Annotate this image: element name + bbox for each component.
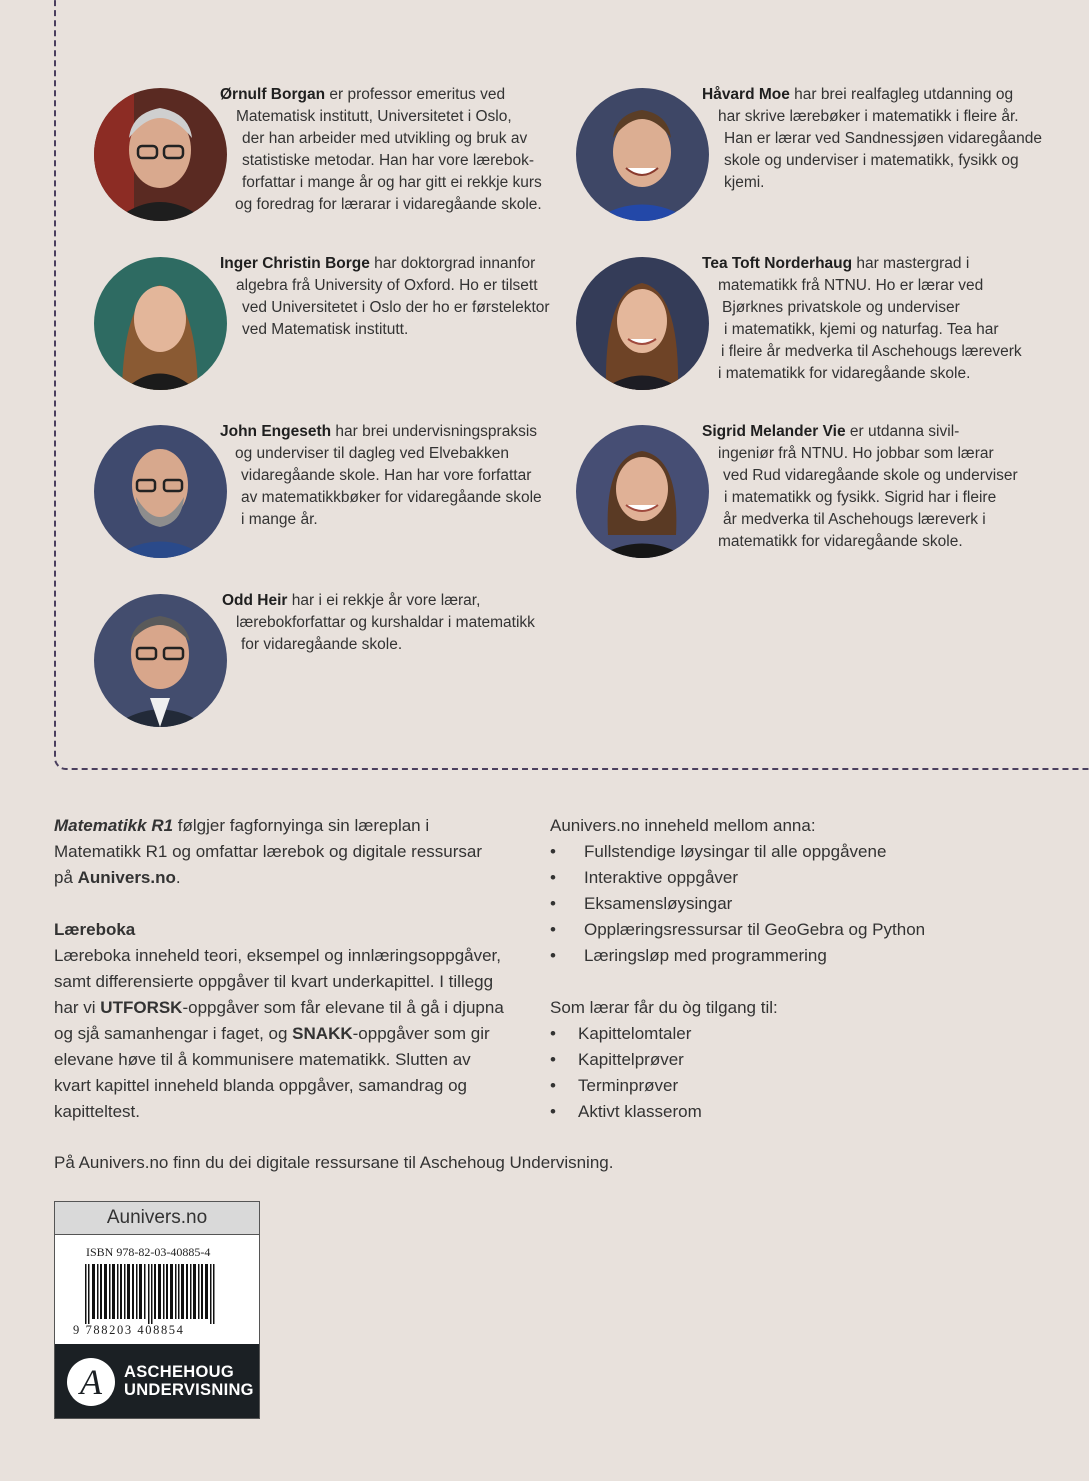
- author-name: Håvard Moe: [702, 86, 790, 103]
- list-item-text: Opplæringsressursar til GeoGebra og Python: [584, 920, 926, 939]
- list-item: [550, 1047, 1050, 1073]
- list-item-text: Terminprøver: [578, 1076, 679, 1095]
- bio-line: Matematisk institutt, Universitetet i Oslo,: [236, 108, 512, 125]
- teacher-section: [550, 995, 1050, 1125]
- bullet-icon: •: [550, 1024, 556, 1043]
- bio-line: statistiske metodar. Han har vore lærebok-: [242, 152, 535, 169]
- author-photo-moe: [576, 88, 709, 221]
- list-item-text: Læringsløp med programmering: [584, 946, 827, 965]
- publisher-logo: [55, 1344, 259, 1418]
- bio-line: ingeniør frå NTNU. Ho jobbar som lærar: [718, 445, 994, 462]
- footer-text: På Aunivers.no finn du dei digitale ressursane til Aschehoug Undervisning.: [54, 1153, 614, 1172]
- list-item-text: Aktivt klasserom: [578, 1102, 702, 1121]
- paragraph-line: kvart kapittel inneheld blanda oppgåver, samandrag og: [54, 1076, 468, 1095]
- section-heading: Aunivers.no inneheld mellom anna:: [550, 816, 816, 835]
- list-item-text: Kapittelprøver: [578, 1050, 684, 1069]
- bio-line: har i ei rekkje år vore lærar,: [287, 592, 481, 609]
- author-name: Sigrid Melander Vie: [702, 423, 846, 440]
- publisher-name-line: UNDERVISNING: [124, 1381, 254, 1399]
- barcode-header: Aunivers.no: [55, 1202, 259, 1235]
- list-item-text: Fullstendige løysingar til alle oppgåvene: [584, 842, 887, 861]
- book-title: Matematikk R1: [54, 816, 174, 835]
- author-bio-heir: [222, 590, 535, 656]
- author-bio-norderhaug: [702, 253, 1022, 385]
- aunivers-link[interactable]: Aunivers.no: [77, 868, 176, 887]
- snakk-label: SNAKK: [292, 1024, 353, 1043]
- bio-line: og foredrag for lærarar i vidaregåande skole.: [235, 196, 542, 213]
- author-bio-borgan: [220, 84, 542, 216]
- paragraph-text: og sjå samanhengar i faget, og: [54, 1024, 293, 1043]
- bullet-icon: •: [550, 1050, 556, 1069]
- author-photo-borge: [94, 257, 227, 390]
- publisher-monogram-icon: A: [67, 1358, 115, 1406]
- author-name: John Engeseth: [220, 423, 332, 440]
- list-item: [550, 891, 1050, 917]
- bio-line: i matematikk, kjemi og naturfag. Tea har: [724, 321, 999, 338]
- utforsk-label: UTFORSK: [100, 998, 183, 1017]
- paragraph-text: har vi: [54, 998, 101, 1017]
- bio-line: lærebokforfattar og kurshaldar i matematikk: [236, 614, 535, 631]
- bio-line: av matematikkbøker for vidaregåande skole: [241, 489, 542, 506]
- footer-line: [54, 1150, 854, 1176]
- bio-line: for vidaregåande skole.: [241, 636, 403, 653]
- barcode-digits: 9 788203 408854: [73, 1323, 185, 1337]
- bio-line: er professor emeritus ved: [325, 86, 506, 103]
- publisher-name-line: ASCHEHOUG: [124, 1363, 234, 1381]
- bullet-icon: •: [550, 920, 556, 939]
- bio-line: ved Universitetet i Oslo der ho er førstelektor: [242, 299, 550, 316]
- teacher-list: [550, 1021, 1050, 1125]
- bio-line: forfattar i mange år og har gitt ei rekkje kurs: [242, 174, 542, 191]
- bio-line: ved Matematisk institutt.: [242, 321, 409, 338]
- bio-line: har doktorgrad innanfor: [369, 255, 536, 272]
- bio-line: der han arbeider med utvikling og bruk av: [242, 130, 528, 147]
- bio-line: har brei undervisningspraksis: [331, 423, 538, 440]
- bio-line: i fleire år medverka til Aschehougs læreverk: [721, 343, 1022, 360]
- bio-line: vidaregåande skole. Han har vore forfattar: [241, 467, 532, 484]
- paragraph-line: kapitteltest.: [54, 1102, 140, 1121]
- author-bio-borge: [220, 253, 550, 341]
- bio-line: er utdanna sivil-: [845, 423, 960, 440]
- bio-line: kjemi.: [724, 174, 765, 191]
- author-photo-borgan: [94, 88, 227, 221]
- bullet-icon: •: [550, 868, 556, 887]
- author-bio-engeseth: [220, 421, 542, 531]
- list-item: [550, 839, 1050, 865]
- section-heading: Som lærar får du òg tilgang til:: [550, 998, 778, 1017]
- barcode-icon: [85, 1264, 225, 1324]
- laereboka-section: [54, 917, 534, 1125]
- bio-line: i mange år.: [241, 511, 318, 528]
- paragraph-line: elevane høve til å kommunisere matematikk. Slutten av: [54, 1050, 471, 1069]
- list-item-text: Kapittelomtaler: [578, 1024, 692, 1043]
- bio-line: i matematikk og fysikk. Sigrid har i fleire: [724, 489, 997, 506]
- intro-text: Matematikk R1 og omfattar lærebok og digitale ressursar: [54, 842, 483, 861]
- author-photo-norderhaug: [576, 257, 709, 390]
- isbn-text: ISBN 978-82-03-40885-4: [86, 1245, 211, 1259]
- list-item: [550, 917, 1050, 943]
- section-heading: Læreboka: [54, 920, 136, 939]
- author-photo-heir: [94, 594, 227, 727]
- paragraph-text: -oppgåver som får elevane til å gå i djupna: [182, 998, 504, 1017]
- author-bio-moe: [702, 84, 1042, 194]
- bullet-icon: •: [550, 946, 556, 965]
- bullet-icon: •: [550, 1076, 556, 1095]
- author-name: Ørnulf Borgan: [220, 86, 326, 103]
- list-item: [550, 1021, 1050, 1047]
- bullet-icon: •: [550, 1102, 556, 1121]
- list-item: [550, 943, 1050, 969]
- bullet-icon: •: [550, 894, 556, 913]
- paragraph-line: samt differensierte oppgåver til kvart underkapittel. I tillegg: [54, 972, 494, 991]
- bio-line: matematikk frå NTNU. Ho er lærar ved: [718, 277, 984, 294]
- bio-line: har mastergrad i: [852, 255, 970, 272]
- bio-line: har brei realfagleg utdanning og: [789, 86, 1014, 103]
- bio-line: har skrive lærebøker i matematikk i fleire år.: [718, 108, 1019, 125]
- barcode-box: [54, 1201, 260, 1419]
- list-item: [550, 865, 1050, 891]
- bio-line: Bjørknes privatskole og underviser: [722, 299, 960, 316]
- author-bio-vie: [702, 421, 1018, 553]
- bio-line: Han er lærar ved Sandnessjøen vidaregåande: [724, 130, 1042, 147]
- aunivers-section: [550, 813, 1050, 969]
- bio-line: i matematikk for vidaregåande skole.: [718, 365, 971, 382]
- bio-line: algebra frå University of Oxford. Ho er tilsett: [236, 277, 538, 294]
- bio-line: ved Rud vidaregåande skole og underviser: [723, 467, 1018, 484]
- paragraph-text: -oppgåver som gir: [352, 1024, 490, 1043]
- list-item: [550, 1099, 1050, 1125]
- paragraph-line: Læreboka inneheld teori, eksempel og innlæringsoppgåver,: [54, 946, 502, 965]
- intro-text: på: [54, 868, 78, 887]
- author-name: Inger Christin Borge: [220, 255, 370, 272]
- bio-line: år medverka til Aschehougs læreverk i: [723, 511, 986, 528]
- list-item: [550, 1073, 1050, 1099]
- author-name: Tea Toft Norderhaug: [702, 255, 853, 272]
- intro-section: [54, 813, 524, 891]
- bullet-icon: •: [550, 842, 556, 861]
- bio-line: matematikk for vidaregåande skole.: [718, 533, 963, 550]
- intro-text: .: [175, 868, 181, 887]
- author-name: Odd Heir: [222, 592, 288, 609]
- author-photo-engeseth: [94, 425, 227, 558]
- aunivers-list: [550, 839, 1050, 969]
- bio-line: og underviser til dagleg ved Elvebakken: [235, 445, 510, 462]
- bio-line: skole og underviser i matematikk, fysikk og: [724, 152, 1019, 169]
- list-item-text: Interaktive oppgåver: [584, 868, 739, 887]
- intro-text: følgjer fagfornyinga sin læreplan i: [173, 816, 430, 835]
- publisher-name: [124, 1363, 254, 1399]
- author-photo-vie: [576, 425, 709, 558]
- list-item-text: Eksamensløysingar: [584, 894, 733, 913]
